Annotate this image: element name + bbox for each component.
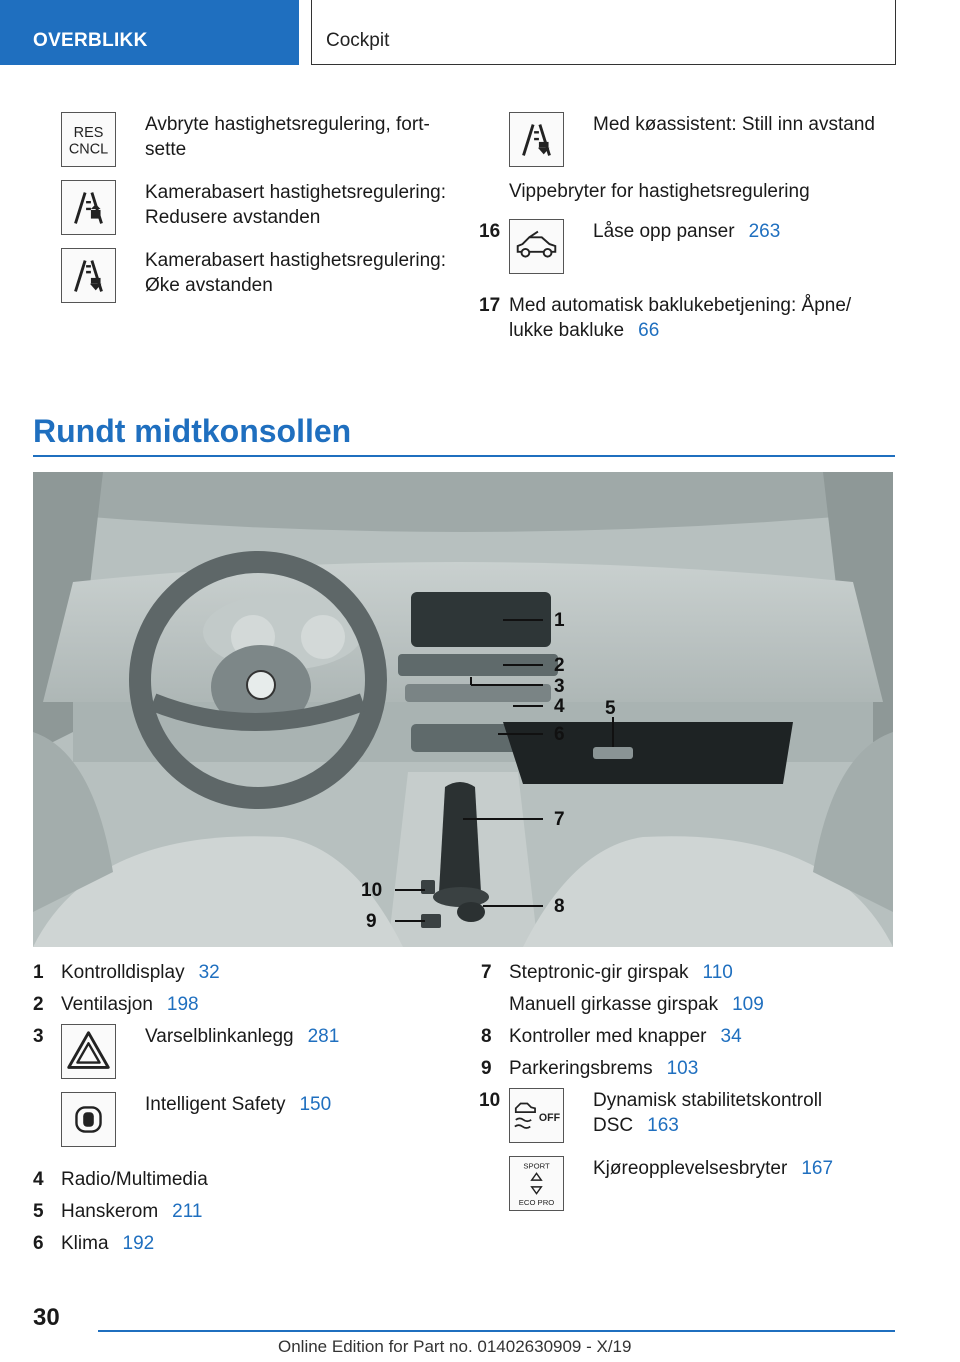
page-ref-link[interactable]: 198 <box>166 994 199 1015</box>
list-item: Kontrolldisplay 32 <box>61 962 220 983</box>
cockpit-photo <box>33 472 893 947</box>
res-cncl-desc: Avbryte hastighetsregulering, fort‐ sette <box>145 114 430 160</box>
item-number: 3 <box>33 1026 44 1047</box>
page-ref-link[interactable]: 103 <box>666 1058 699 1079</box>
page-ref-link[interactable]: 281 <box>307 1026 340 1047</box>
page-ref-link[interactable]: 109 <box>732 994 764 1015</box>
heading-rule <box>33 455 895 457</box>
car-bonnet-icon <box>509 219 564 274</box>
decrease-distance-icon <box>61 180 116 235</box>
section-tab[interactable]: OVERBLIKK <box>0 0 299 65</box>
list-item: Manuell girkasse girspak 109 <box>509 994 764 1015</box>
item-number: 9 <box>481 1058 492 1079</box>
res-cncl-icon <box>61 112 116 167</box>
list-item: Klima 192 <box>61 1233 155 1254</box>
svg-text:ECO PRO: ECO PRO <box>518 1198 555 1208</box>
page-ref-link[interactable]: 167 <box>801 1158 834 1179</box>
page-ref-link[interactable]: 66 <box>638 320 660 341</box>
intelligent-safety-icon <box>61 1092 116 1147</box>
item-number: 10 <box>479 1090 501 1111</box>
page-title: Cockpit <box>311 0 896 65</box>
list-item: Kjøreopplevelsesbryter 167 <box>593 1158 834 1179</box>
callout-9: 9 <box>366 911 377 932</box>
item-number: 17 <box>479 295 501 316</box>
item-number: 7 <box>481 962 492 983</box>
list-item: Radio/Multimedia <box>61 1169 208 1190</box>
list-item: Steptronic-gir girspak 110 <box>509 962 733 983</box>
callout-10: 10 <box>361 880 383 901</box>
callout-1: 1 <box>554 610 565 631</box>
list-item: Kontroller med knapper 34 <box>509 1026 742 1047</box>
svg-text:RES: RES <box>73 125 104 142</box>
set-distance-icon <box>509 112 564 167</box>
page-ref-link[interactable]: 34 <box>720 1026 742 1047</box>
callout-3: 3 <box>554 676 565 697</box>
page-ref-link[interactable]: 150 <box>299 1094 332 1115</box>
item-number: 16 <box>479 221 501 242</box>
svg-text:CNCL: CNCL <box>68 141 109 158</box>
edition-text: Online Edition for Part no. 01402630909 - X/19 <box>278 1337 632 1356</box>
page-ref-link[interactable]: 32 <box>198 962 220 983</box>
set-distance-desc: Med køassistent: Still inn avstand <box>593 114 875 135</box>
driving-experience-icon <box>509 1156 564 1211</box>
hazard-warning-icon <box>61 1024 116 1079</box>
item-number: 1 <box>33 962 44 983</box>
list-item: Ventilasjon 198 <box>61 994 199 1015</box>
item-number: 8 <box>481 1026 492 1047</box>
list-item: Hanskerom 211 <box>61 1201 203 1222</box>
page-ref-link[interactable]: 211 <box>172 1201 203 1222</box>
callout-7: 7 <box>554 809 565 830</box>
callout-8: 8 <box>554 896 565 917</box>
item-number: 6 <box>33 1233 44 1254</box>
page-ref-link[interactable]: 110 <box>702 962 733 983</box>
page-ref-link[interactable]: 163 <box>647 1115 679 1136</box>
item-number: 4 <box>33 1169 44 1190</box>
item-number: 2 <box>33 994 44 1015</box>
page-ref-link[interactable]: 263 <box>748 221 781 242</box>
callout-2: 2 <box>554 655 565 676</box>
svg-text:SPORT: SPORT <box>523 1161 550 1171</box>
callout-5: 5 <box>605 698 616 719</box>
decrease-distance-desc: Kamerabasert hastighetsregulering: Redusere avstanden <box>145 182 447 228</box>
svg-text:OFF: OFF <box>538 1111 561 1124</box>
increase-distance-icon <box>61 248 116 303</box>
list-item: Intelligent Safety 150 <box>145 1094 332 1115</box>
callout-6: 6 <box>554 724 565 745</box>
section-heading: Rundt midtkonsollen <box>33 413 352 449</box>
rocker-switch-label: Vippebryter for hastighetsregulering <box>509 181 810 202</box>
footer-rule <box>98 1330 895 1332</box>
increase-distance-desc: Kamerabasert hastighetsregulering: Øke avstanden <box>145 250 447 296</box>
page-number: 30 <box>33 1304 60 1331</box>
list-item: Parkeringsbrems 103 <box>509 1058 699 1079</box>
item16-desc: Låse opp panser 263 <box>593 221 781 242</box>
list-item: Varselblinkanlegg 281 <box>145 1026 340 1047</box>
dsc-off-icon <box>509 1088 564 1143</box>
callout-4: 4 <box>554 696 565 717</box>
page-ref-link[interactable]: 192 <box>122 1233 155 1254</box>
item17-desc: Med automatisk baklukebetjening: Åpne/ lukke bakluke 66 <box>509 295 852 341</box>
item-number: 5 <box>33 1201 44 1222</box>
list-item: Dynamisk stabilitetskontroll DSC 163 <box>593 1090 823 1136</box>
